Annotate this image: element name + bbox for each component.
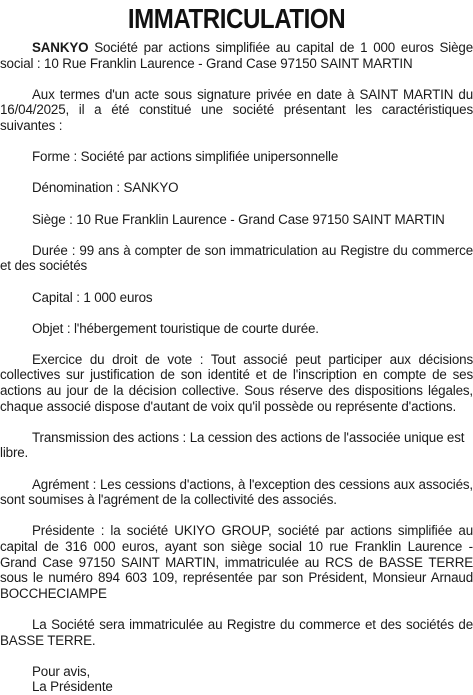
presidente-paragraph: Présidente : la société UKIYO GROUP, société par actions simplifiée au capital de 316 000 euros, ayant son siège social 10 rue Franklin Laurence - Grand Case 97150 SAINT MARTIN, immatriculée au RCS de BASSE TERRE sous le numéro 894 603 109, représentée par son Président, Monsieur Arnaud BOCCHECIAMPE (0, 523, 473, 601)
company-name: SANKYO (32, 40, 89, 55)
forme-paragraph: Forme : Société par actions simplifiée unipersonnelle (32, 149, 339, 165)
vote-paragraph: Exercice du droit de vote : Tout associé peut participer aux décisions collectives sur justification de son identité et de l'inscription en compte de ses actions au jour de la décision collective. Sous réserve des dispositions légales, chaque associé dispose d'autant de voix qu'il possède ou représente d'actions. (0, 351, 473, 414)
immatriculation-paragraph: La Société sera immatriculée au Registre du commerce et des sociétés de BASSE TERRE. (0, 616, 473, 648)
intro-paragraph (0, 40, 473, 71)
siege-paragraph: Siège : 10 Rue Franklin Laurence - Grand Case 97150 SAINT MARTIN (32, 211, 445, 227)
objet-paragraph: Objet : l'hébergement touristique de courte durée. (32, 320, 319, 336)
notice-body (0, 40, 473, 695)
signoff-line-1: Pour avis, (32, 663, 91, 679)
intro-text: Société par actions simplifiée au capital de 1 000 euros Siège social : 10 Rue Franklin Laurence - Grand Case 97150 SAINT MARTIN (0, 40, 473, 71)
agrement-paragraph: Agrément : Les cessions d'actions, à l'exception des cessions aux associés, sont soumises à l'agrément de la collectivité des associés. (0, 476, 473, 508)
transmission-paragraph: Transmission des actions : La cession des actions de l'associée unique est libre. (0, 429, 465, 461)
denomination-paragraph: Dénomination : SANKYO (32, 180, 179, 196)
acte-paragraph: Aux termes d'un acte sous signature privée en date à SAINT MARTIN du 16/04/2025, il a été constitué une société présentant les caractéristiques suivantes : (0, 86, 473, 133)
capital-paragraph: Capital : 1 000 euros (32, 289, 153, 305)
notice-title: IMMATRICULATION (127, 3, 346, 34)
signoff-line-2: La Présidente (32, 679, 113, 695)
duree-paragraph: Durée : 99 ans à compter de son immatriculation au Registre du commerce et des sociétés (0, 242, 473, 274)
